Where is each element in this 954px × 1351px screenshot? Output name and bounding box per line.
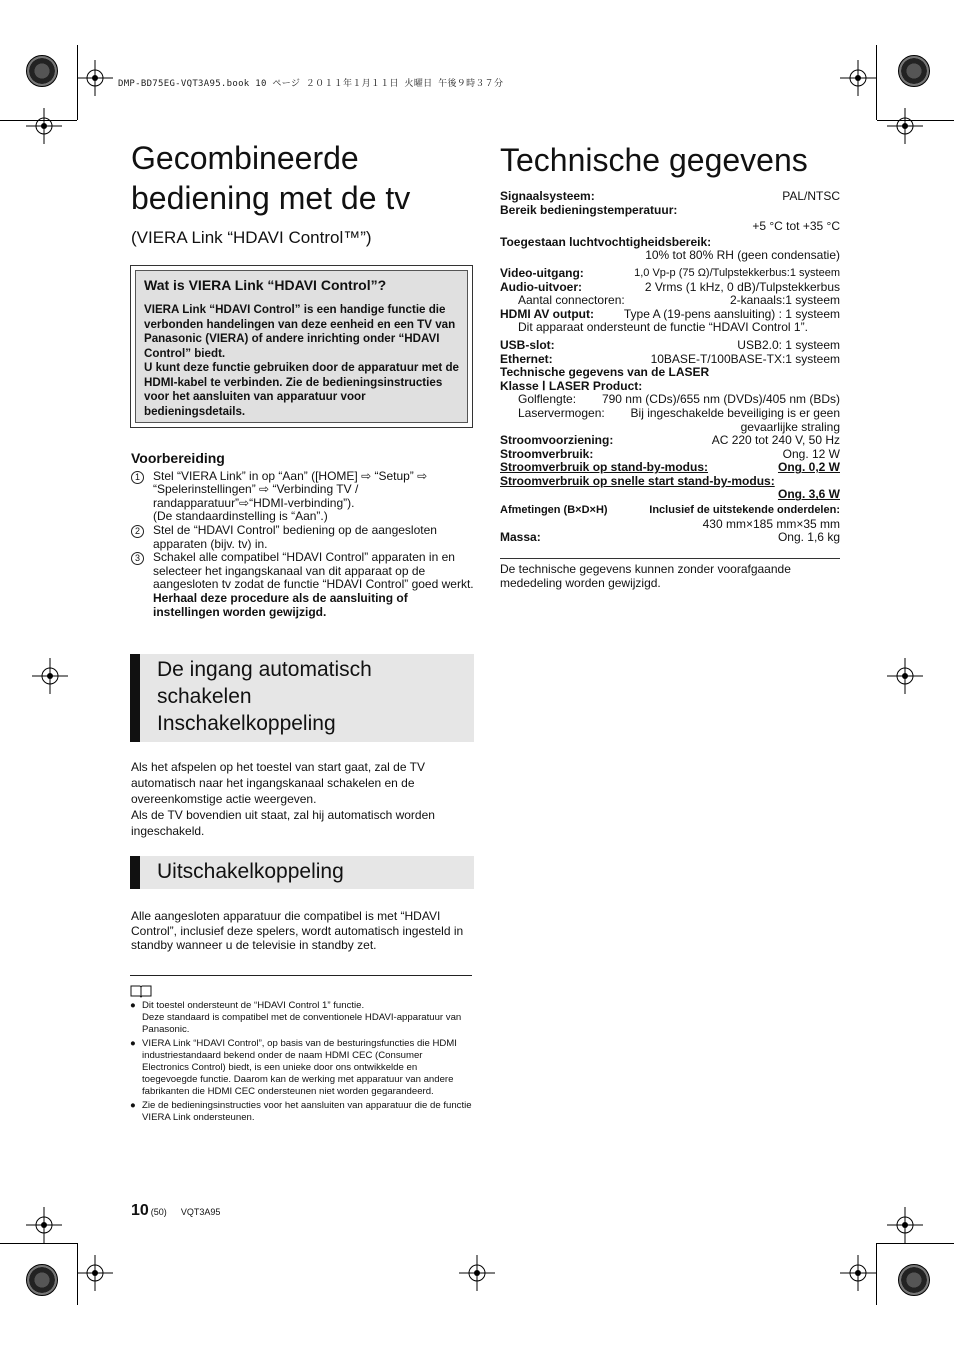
spec-value: +5 °C tot +35 °C bbox=[752, 219, 840, 234]
note-text: VIERA Link “HDAVI Control”, op basis van de besturingsfuncties die HDMI industriestandaard bekend onder de naam HDMI CEC (Consumer Electronics Control) biedt, is een unieke door ons ontwikkelde en toegevoegde functie. Daarom kan de werking met apparatuur van andere fabrikanten die HDMI CEC ondersteunen niet worden gegarandeerd. bbox=[142, 1038, 457, 1097]
crop-mark bbox=[0, 1243, 77, 1244]
spec-row bbox=[500, 461, 840, 475]
specifications-list bbox=[500, 190, 840, 545]
spec-value: 790 nm (CDs)/655 nm (DVDs)/405 nm (BDs) bbox=[601, 392, 840, 407]
section-header-auto-input bbox=[130, 654, 474, 742]
note-item: ● VIERA Link “HDAVI Control”, op basis van de besturingsfuncties die HDMI industriestandaard bekend onder de naam HDMI CEC (Consumer Electronics Control) biedt, is een unieke door ons ontwikkelde en toegevoegde functie. Daarom kan de werking met apparatuur van andere fabrikanten die HDMI CEC ondersteunen niet worden gegarandeerd. bbox=[130, 1038, 472, 1098]
step-text: Schakel alle compatibel “HDAVI Control” apparaten in en selecteer het ingangskanaal van dit apparaat op de aangesloten tv zodat de functie “HDAVI Control” goed werkt. bbox=[153, 550, 474, 592]
registration-mark-icon bbox=[887, 658, 923, 694]
auto-input-description bbox=[131, 759, 476, 839]
spec-value: 1,0 Vp-p (75 Ω)/Tulpstekkerbus:1 systeem bbox=[634, 266, 840, 279]
spec-value: Bij ingeschakelde beveiliging is er geen bbox=[630, 405, 840, 420]
note-item: ● Dit toestel ondersteunt de “HDAVI Control 1” functie. Deze standaard is compatibel met de conventionele HDAVI-apparatuur van Panasonic. bbox=[130, 1000, 472, 1036]
step-number: 1 bbox=[131, 471, 144, 484]
color-rosette-icon bbox=[898, 55, 930, 87]
spec-label: Aantal connectoren: bbox=[518, 293, 625, 308]
color-rosette-icon bbox=[898, 1264, 930, 1296]
spec-value: AC 220 tot 240 V, 50 Hz bbox=[711, 433, 840, 448]
notes-section bbox=[130, 975, 472, 1124]
section-title-line: De ingang automatisch bbox=[157, 658, 372, 681]
registration-mark-icon bbox=[840, 1255, 876, 1291]
spec-label: Klasse Ⅰ LASER Product: bbox=[500, 378, 643, 393]
step-item bbox=[131, 524, 474, 551]
spec-row bbox=[500, 448, 840, 462]
spec-row bbox=[500, 339, 840, 353]
step-text: Stel “VIERA Link” in op “Aan” ([HOME] ⇨ “Setup” ⇨ “Spelerinstellingen” ⇨ “Verbinding TV / randapparatuur”⇨“HDMI-verbinding”). bbox=[153, 468, 428, 510]
spec-label: Inclusief de uitstekende onderdelen: bbox=[649, 504, 840, 517]
spec-label: Audio-uitvoer: bbox=[500, 279, 582, 294]
spec-label: Massa: bbox=[500, 530, 541, 545]
spec-row bbox=[500, 393, 840, 407]
spec-label: Afmetingen (B×D×H) bbox=[500, 504, 608, 517]
spec-value: Ong. 0,2 W bbox=[777, 460, 840, 475]
step-number: 3 bbox=[131, 552, 144, 565]
info-box bbox=[130, 265, 473, 428]
spec-label: HDMI AV output: bbox=[500, 306, 594, 321]
section-header-power-off bbox=[130, 856, 474, 889]
left-column bbox=[131, 138, 474, 248]
spec-value: 10% tot 80% RH (geen condensatie) bbox=[645, 248, 840, 263]
registration-mark-icon bbox=[459, 1255, 495, 1291]
note-text: Dit toestel ondersteunt de “HDAVI Control 1” functie. bbox=[142, 1000, 365, 1011]
note-text: Deze standaard is compatibel met de conventionele HDAVI-apparatuur van Panasonic. bbox=[142, 1012, 462, 1035]
crop-mark bbox=[876, 1243, 877, 1305]
spec-row bbox=[500, 190, 840, 204]
registration-mark-icon bbox=[26, 1207, 62, 1243]
preparation-title: Voorbereiding bbox=[131, 450, 225, 466]
spec-row bbox=[500, 353, 840, 367]
step-text: Stel de “HDAVI Control” bediening op de aangesloten apparaten (bijv. tv) in. bbox=[153, 522, 437, 551]
spec-value: 10BASE-T/100BASE-TX:1 systeem bbox=[650, 351, 840, 366]
spec-value: 430 mm×185 mm×35 mm bbox=[702, 516, 840, 531]
book-icon bbox=[130, 984, 152, 998]
page-title bbox=[131, 138, 474, 218]
info-box-paragraph: VIERA Link “HDAVI Control” is een handige functie die verbonden handelingen van deze eenheid en een TV van Panasonic (VIERA) of andere inrichting onder “HDAVI Control” biedt. bbox=[144, 303, 456, 360]
registration-mark-icon bbox=[26, 108, 62, 144]
section-title-line: Inschakelkoppeling bbox=[157, 712, 336, 735]
section-title: Uitschakelkoppeling bbox=[157, 860, 344, 883]
info-box-paragraph: U kunt deze functie gebruiken door de apparatuur met de HDMI-kabel te verbinden. Zie de bedieningsinstructies voor het aansluiten van apparatuur voor bedieningsdetails. bbox=[144, 361, 460, 418]
document-code: VQT3A95 bbox=[180, 1207, 221, 1217]
info-box-title: Wat is VIERA Link “HDAVI Control”? bbox=[144, 277, 387, 293]
spec-value: USB2.0: 1 systeem bbox=[737, 337, 840, 352]
spec-label: Bereik bedieningstemperatuur: bbox=[500, 202, 678, 217]
info-box-body bbox=[144, 303, 459, 419]
spec-value: Ong. 1,6 kg bbox=[777, 530, 840, 545]
spec-label: Video-uitgang: bbox=[500, 265, 584, 280]
spec-row bbox=[500, 531, 840, 545]
spec-label: USB-slot: bbox=[500, 337, 555, 352]
spec-row bbox=[500, 308, 840, 322]
spec-value: Type A (19-pens aansluiting) : 1 systeem bbox=[623, 306, 840, 321]
page-subtitle: (VIERA Link “HDAVI Control™”) bbox=[131, 228, 372, 247]
spec-row bbox=[500, 267, 840, 281]
paragraph: Als de TV bovendien uit staat, zal hij automatisch worden ingeschakeld. bbox=[131, 808, 435, 838]
step-item bbox=[131, 470, 474, 524]
spec-label: Stroomverbruik op stand-by-modus: bbox=[500, 460, 709, 475]
section-title-line: schakelen bbox=[157, 685, 252, 708]
crop-mark bbox=[876, 45, 877, 120]
note-text: Zie de bedieningsinstructies voor het aansluiten van apparatuur die de functie VIERA Link ondersteunen. bbox=[142, 1100, 472, 1123]
registration-mark-icon bbox=[77, 60, 113, 96]
spec-value: 2-kanaals:1 systeem bbox=[729, 293, 840, 308]
spec-row bbox=[500, 407, 840, 421]
step-warning: Herhaal deze procedure als de aansluiting of instellingen worden gewijzigd. bbox=[153, 590, 408, 619]
spec-label: Technische gegevens van de LASER bbox=[500, 365, 710, 380]
registration-mark-icon bbox=[887, 108, 923, 144]
registration-mark-icon bbox=[887, 1207, 923, 1243]
spec-label: Signaalsysteem: bbox=[500, 189, 595, 203]
spec-label: Toegestaan luchtvochtigheidsbereik: bbox=[500, 234, 712, 249]
specifications-column bbox=[500, 140, 840, 590]
color-rosette-icon bbox=[26, 1264, 58, 1296]
specifications-footnote: De technische gegevens kunnen zonder voorafgaande mededeling worden gewijzigd. bbox=[500, 558, 840, 590]
color-rosette-icon bbox=[26, 55, 58, 87]
spec-note: Dit apparaat ondersteunt de functie “HDAVI Control 1”. bbox=[518, 320, 808, 335]
title-line: bediening met de tv bbox=[131, 180, 411, 216]
spec-row bbox=[500, 281, 840, 295]
spec-value: Ong. 3,6 W bbox=[777, 487, 840, 502]
step-extra: (De standaardinstelling is “Aan”.) bbox=[153, 509, 328, 524]
spec-value: PAL/NTSC bbox=[782, 189, 840, 203]
registration-mark-icon bbox=[77, 1255, 113, 1291]
spec-row bbox=[500, 434, 840, 448]
step-number: 2 bbox=[131, 525, 144, 538]
registration-mark-icon bbox=[32, 658, 68, 694]
spec-label: Ethernet: bbox=[500, 351, 553, 366]
spec-label: Stroomverbruik op snelle start stand-by-modus: bbox=[500, 473, 775, 488]
spec-value: 2 Vrms (1 kHz, 0 dB)/Tulpstekkerbus bbox=[644, 279, 840, 294]
spec-label: Stroomverbruik: bbox=[500, 446, 594, 461]
spec-label: Golflengte: bbox=[518, 392, 577, 407]
crop-mark bbox=[877, 1243, 954, 1244]
step-item bbox=[131, 551, 474, 619]
spec-value: Ong. 12 W bbox=[782, 446, 840, 461]
title-line: Gecombineerde bbox=[131, 140, 359, 176]
book-filename: DMP-BD75EG-VQT3A95.book 10 ページ ２０１１年１月１１日 火曜日 午後９時３７分 bbox=[118, 79, 504, 89]
preparation-section bbox=[131, 452, 474, 619]
power-off-description: Alle aangesloten apparatuur die compatibel is met “HDAVI Control”, inclusief deze spelers, wordt automatisch ingesteld in standby wanneer u de televisie in standby zet. bbox=[131, 909, 464, 952]
spec-value: gevaarlijke straling bbox=[740, 419, 840, 434]
paragraph: Als het afspelen op het toestel van start gaat, zal de TV automatisch naar het ingangskanaal schakelen en de overeenkomstige actie weergeven. bbox=[131, 760, 425, 806]
spec-label: Stroomvoorziening: bbox=[500, 433, 614, 448]
page-number: 10 bbox=[131, 1202, 149, 1219]
page-footer bbox=[131, 1202, 220, 1220]
registration-mark-icon bbox=[840, 60, 876, 96]
note-item: ● Zie de bedieningsinstructies voor het aansluiten van apparatuur die de functie VIERA Link ondersteunen. bbox=[130, 1100, 472, 1123]
spec-label: Laservermogen: bbox=[518, 405, 605, 420]
spec-row bbox=[500, 294, 840, 308]
specifications-title: Technische gegevens bbox=[500, 142, 808, 178]
spec-row bbox=[500, 504, 840, 518]
page-number-sub: (50) bbox=[150, 1207, 167, 1217]
